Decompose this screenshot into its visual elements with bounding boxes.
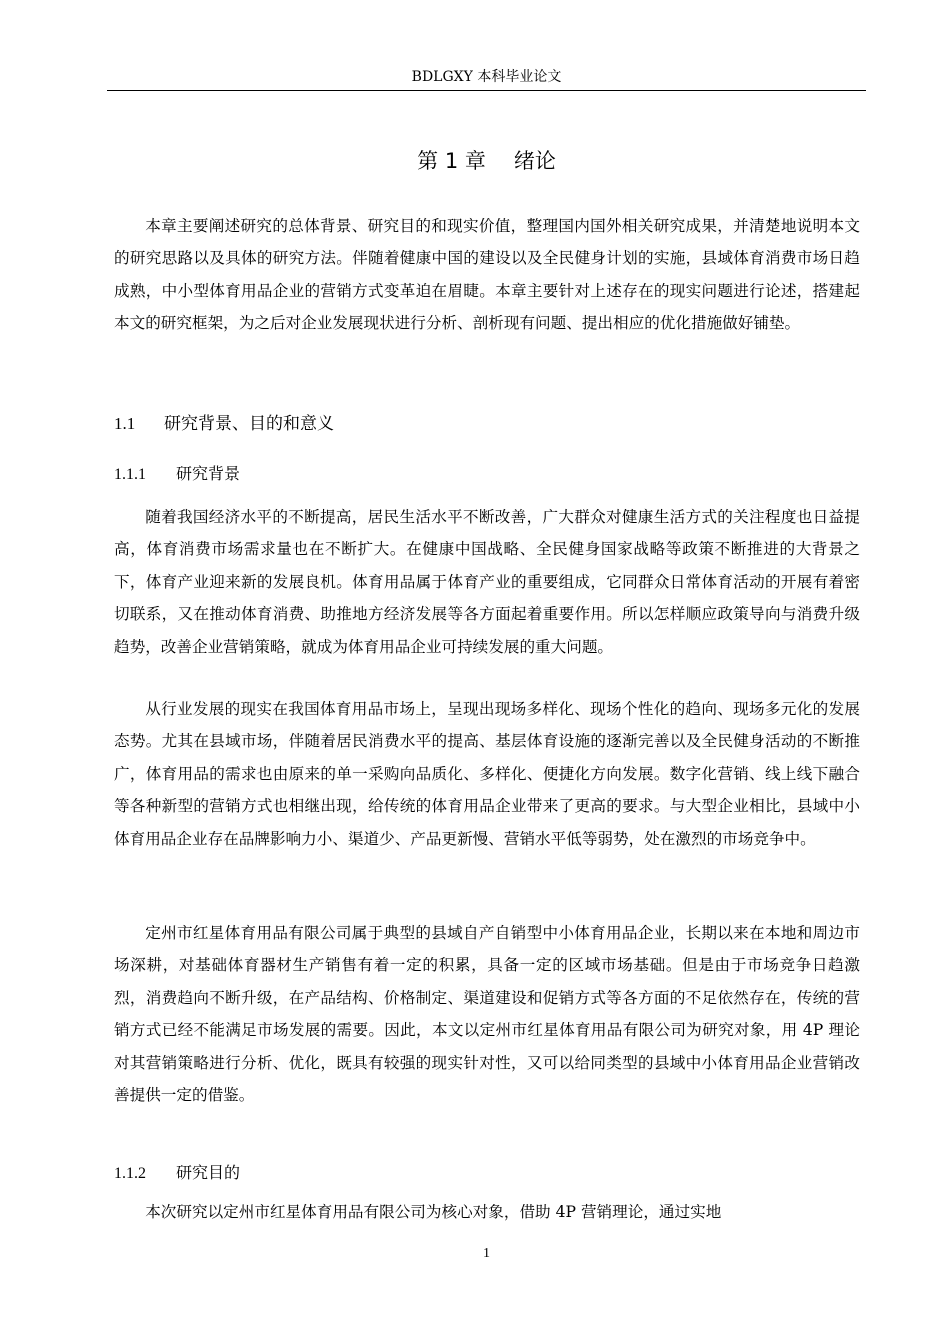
running-header: BDLGXY 本科毕业论文 bbox=[411, 69, 562, 85]
paragraph-background-1: 随着我国经济水平的不断提高，居民生活水平不断改善，广大群众对健康生活方式的关注程度也日益提高，体育消费市场需求量也在不断扩大。在健康中国战略、全民健身国家战略等政策不断推进的大背景之下，体育产业迎来新的发展良机。体育用品属于体育产业的重要组成，它同群众日常体育活动的开展有着密切联系，又在推动体育消费、助推地方经济发展等各方面起着重要作用。所以怎样顺应政策导向与消费升级趋势，改善企业营销策略，就成为体育用品企业可持续发展的重大问题。 bbox=[114, 508, 860, 656]
section-heading-1-1 bbox=[114, 411, 334, 437]
intro-paragraph: 本章主要阐述研究的总体背景、研究目的和现实价值，整理国内国外相关研究成果，并清楚地说明本文的研究思路以及具体的研究方法。伴随着健康中国的建设以及全民健身计划的实施，县域体育消费市场日趋成熟，中小型体育用品企业的营销方式变革迫在眉睫。本章主要针对上述存在的现实问题进行论述，搭建起本文的研究框架，为之后对企业发展现状进行分析、剖析现有问题、提出相应的优化措施做好铺垫。 bbox=[114, 217, 860, 333]
section-number: 1.1 bbox=[114, 414, 136, 433]
subsection-heading-1-1-1 bbox=[114, 462, 240, 487]
page-number: 1 bbox=[483, 1246, 490, 1261]
subsection-title: 研究背景 bbox=[176, 464, 241, 483]
subsection-heading-1-1-2 bbox=[114, 1161, 240, 1186]
paragraph-background-3: 定州市红星体育用品有限公司属于典型的县域自产自销型中小体育用品企业，长期以来在本地和周边市场深耕，对基础体育器材生产销售有着一定的积累，具备一定的区域市场基础。但是由于市场竞争日趋激烈，消费趋向不断升级，在产品结构、价格制定、渠道建设和促销方式等各方面的不足依然存在，传统的营销方式已经不能满足市场发展的需要。因此，本文以定州市红星体育用品有限公司为研究对象，用 4P 理论对其营销策略进行分析、优化，既具有较强的现实针对性，又可以给同类型的县域中小体育用品企业营销改善提供一定的借鉴。 bbox=[114, 924, 860, 1105]
chapter-number: 第 1 章 bbox=[417, 149, 486, 173]
paragraph-purpose-1: 本次研究以定州市红星体育用品有限公司为核心对象，借助 4P 营销理论，通过实地 bbox=[145, 1203, 722, 1221]
chapter-name: 绪论 bbox=[513, 149, 556, 173]
paragraph-background-2: 从行业发展的现实在我国体育用品市场上，呈现出现场多样化、现场个性化的趋向、现场多元化的发展态势。尤其在县域市场，伴随着居民消费水平的提高、基层体育设施的逐渐完善以及全民健身活动的不断推广，体育用品的需求也由原来的单一采购向品质化、多样化、便捷化方向发展。数字化营销、线上线下融合等各种新型的营销方式也相继出现，给传统的体育用品企业带来了更高的要求。与大型企业相比，县域中小体育用品企业存在品牌影响力小、渠道少、产品更新慢、营销水平低等弱势，处在激烈的市场竞争中。 bbox=[114, 700, 860, 848]
subsection-number: 1.1.2 bbox=[114, 1165, 146, 1182]
subsection-number: 1.1.1 bbox=[114, 466, 146, 483]
header-rule bbox=[107, 90, 866, 91]
subsection-title: 研究目的 bbox=[176, 1163, 241, 1182]
chapter-title bbox=[107, 146, 866, 176]
section-title: 研究背景、目的和意义 bbox=[164, 414, 334, 434]
